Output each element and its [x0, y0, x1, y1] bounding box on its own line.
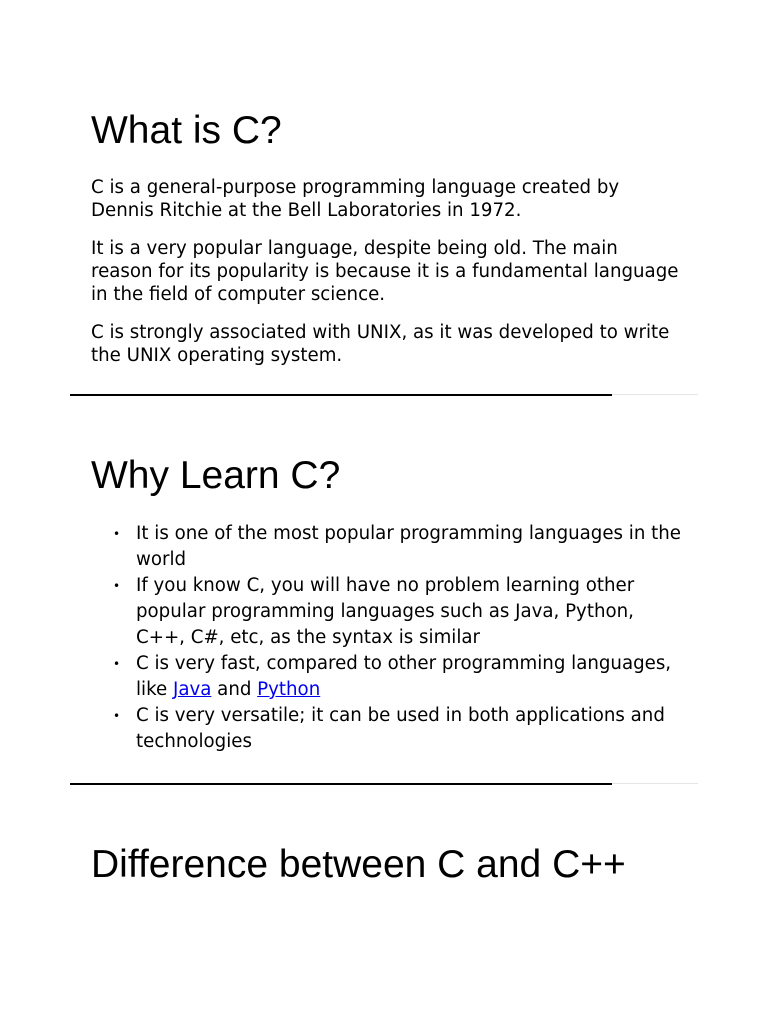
section-divider	[70, 783, 698, 786]
list-item-text: C is very versatile; it can be used in both applications and technologies	[136, 705, 665, 752]
list-item	[91, 651, 681, 703]
divider-line-fade	[612, 783, 698, 784]
paragraph-definition: C is a general-purpose programming language created by Dennis Ritchie at the Bell Laboratories in 1972.	[91, 177, 620, 221]
list-item	[91, 573, 681, 651]
bullet-icon: •	[113, 579, 121, 593]
reasons-list	[91, 521, 681, 755]
divider-line	[70, 394, 612, 396]
paragraph-unix: C is strongly associated with UNIX, as it was developed to write the UNIX operating system.	[91, 322, 670, 366]
bullet-icon: •	[113, 709, 121, 723]
heading-difference-c-cpp: Difference between C and C++	[91, 843, 626, 886]
python-link[interactable]: Python	[257, 679, 321, 700]
list-item-text: and	[211, 679, 258, 700]
list-item-text: It is one of the most popular programming languages in the world	[136, 523, 681, 570]
heading-why-learn-c: Why Learn C?	[91, 454, 341, 497]
list-item	[91, 703, 681, 755]
divider-line	[70, 783, 612, 785]
java-link[interactable]: Java	[172, 679, 212, 700]
heading-what-is-c: What is C?	[91, 109, 282, 152]
bullet-icon: •	[113, 657, 121, 671]
list-item-text: C is very fast, compared to other programming languages, like	[136, 653, 672, 700]
paragraph-popularity: It is a very popular language, despite being old. The main reason for its popularity is because it is a fundamental language in the field of computer science.	[91, 238, 679, 305]
list-item	[91, 521, 681, 573]
bullet-icon: •	[113, 527, 121, 541]
list-item-text: If you know C, you will have no problem learning other popular programming languages such as Java, Python, C++, C#, etc, as the syntax is similar	[136, 575, 635, 648]
section-divider	[70, 394, 698, 397]
divider-line-fade	[612, 394, 698, 395]
